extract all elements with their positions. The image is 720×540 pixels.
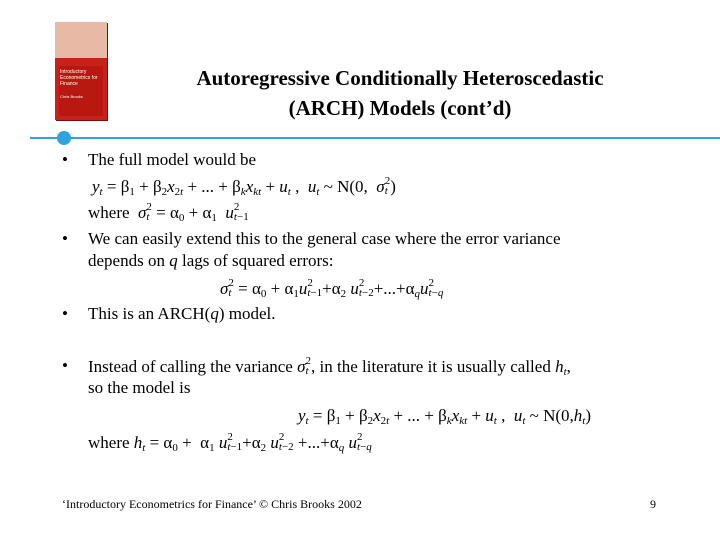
bullet-1-marker: • — [62, 150, 68, 169]
bullet-4-line1-pre: Instead of calling the variance — [88, 357, 293, 376]
book-cover-title: Introductory Econometrics for Finance — [60, 69, 98, 87]
bullet-3-text — [88, 304, 275, 324]
bullet-2-marker: • — [62, 229, 68, 248]
bullet-2-equation: σ 2 t = $\alpha_0 + \alpha_1u$ 2 t−1 $+\alpha_2$ u 2 t−2 $+...+\alpha_qu$ 2 t−q — [220, 277, 444, 300]
bullet-4-line2: so the model is — [88, 378, 191, 397]
bullet-2-q: q — [169, 251, 178, 270]
slide-title — [120, 63, 680, 123]
bullet-4-marker: • — [62, 356, 68, 375]
page-number: 9 — [650, 497, 656, 511]
bullet-3-marker: • — [62, 304, 68, 323]
bullet-2-line1: We can easily extend this to the general case where the error variance — [88, 229, 561, 248]
bullet-4-where-label: where — [88, 433, 130, 452]
bullet-2-line2-pre: depends on — [88, 251, 165, 270]
bullet-4-line1-post: , in the literature it is usually called — [311, 357, 551, 376]
bullet-2-line2 — [88, 251, 334, 271]
slide-title-line1: Autoregressive Conditionally Heteroscedastic — [196, 66, 604, 90]
footer-citation: ‘Introductory Econometrics for Finance’ © Chris Brooks 2002 — [62, 497, 362, 511]
bullet-4-equation: $y_t = \beta_1 + \beta_2x_{2t}$ + ... + $\beta_kx_{kt} + u_t$ , $u_t$ ~ $N(0,h_t)$ — [298, 406, 592, 427]
bullet-1-equation: $y_t = \beta_1 + \beta_2x_{2t}$ + ... + $\beta_kx_{kt} + u_t$ , $u_t$ ~ N(0, σ 2 t ) — [92, 175, 396, 198]
book-cover-image — [55, 22, 107, 120]
bullet-3-pre: This is an ARCH( — [88, 304, 211, 323]
bullet-1-where-label: where — [88, 203, 130, 222]
bullet-4-where: where $h_t = \alpha_0 + \alpha_1$ u 2 t−1 $+\alpha_2$ u 2 t−2 $+...+\alpha_q$ u 2 t−q — [88, 431, 372, 454]
book-cover-author: Chris Brooks — [60, 94, 83, 99]
bullet-1-where: where σ 2 t = $\alpha_0 + \alpha_1$ u 2 t−1 — [88, 201, 249, 224]
divider-dot — [57, 131, 71, 145]
bullet-3-post: ) model. — [218, 304, 276, 323]
bullet-1-text: The full model would be — [88, 150, 257, 169]
slide-title-line2: (ARCH) Models (cont’d) — [288, 96, 512, 120]
bullet-3-q: q — [210, 304, 219, 323]
bullet-2-line2-post: lags of squared errors: — [181, 251, 334, 270]
title-divider — [30, 137, 720, 139]
bullet-4-line1: Instead of calling the variance σ 2 t , in the literature it is usually called $h_t$, — [88, 355, 571, 378]
